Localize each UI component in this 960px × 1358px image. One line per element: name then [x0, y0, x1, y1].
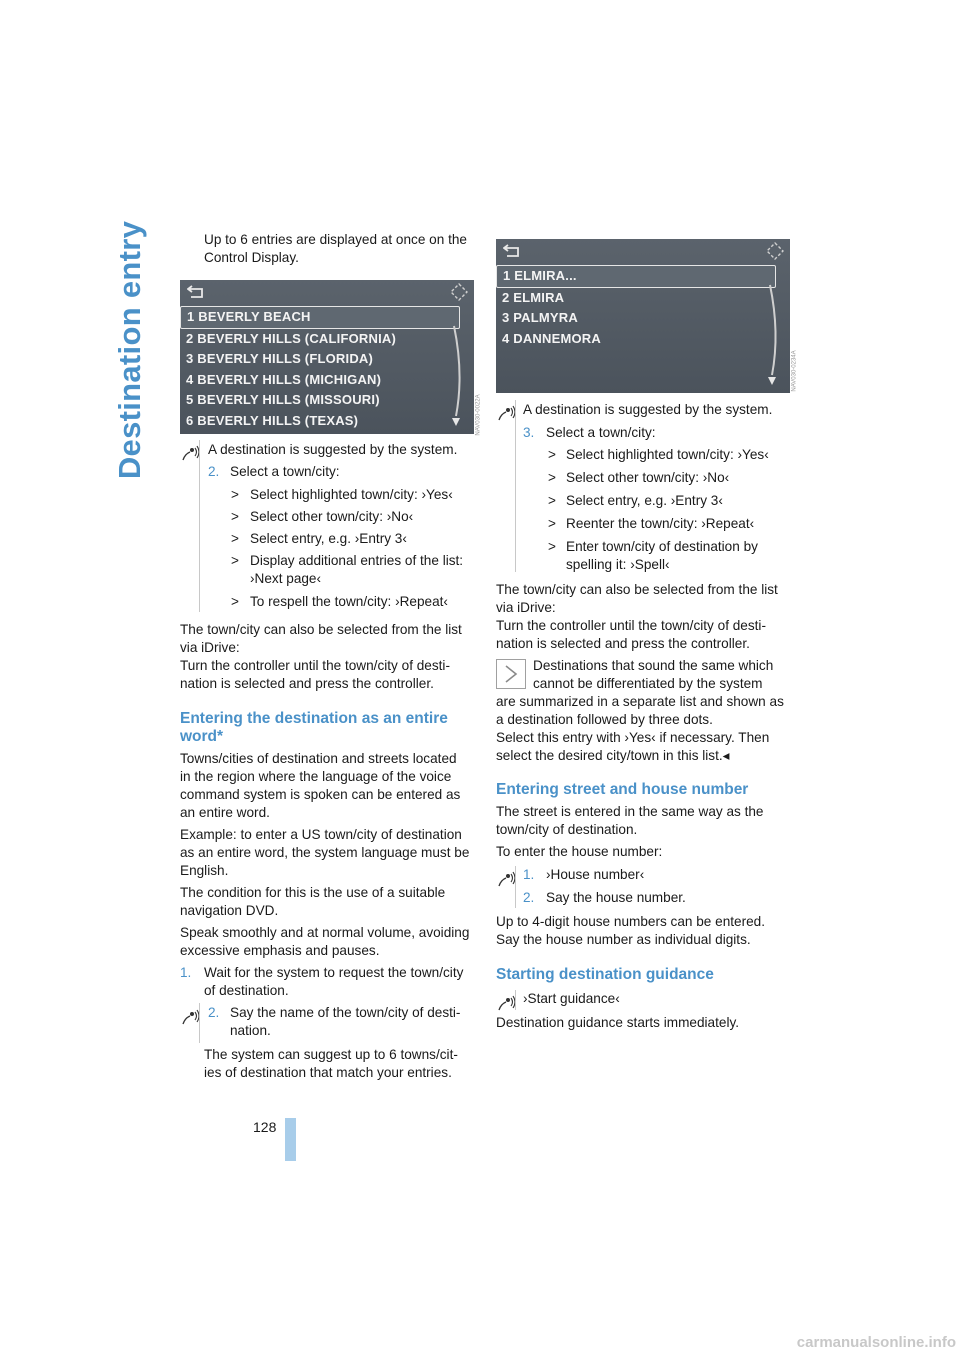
scrollbar-arc[interactable]	[768, 283, 782, 387]
idrive-paragraph-2	[496, 581, 796, 653]
text-line: The town/city can also be selected from the list	[180, 622, 462, 637]
text-line: via iDrive:	[496, 600, 556, 615]
entire-word-para-1	[180, 750, 480, 822]
screen-topbar	[496, 239, 790, 265]
text-line: command system is spoken can be entered as	[180, 787, 461, 802]
entire-word-para-2	[180, 826, 480, 880]
street-para	[496, 803, 796, 839]
entry-label: 6 BEVERLY HILLS (TEXAS)	[186, 412, 359, 428]
text-line: Up to 4-digit house numbers can be entered.	[496, 914, 766, 929]
suggest-paragraph	[204, 1046, 480, 1082]
text-line: an entire word.	[180, 805, 270, 820]
figure-code	[791, 344, 802, 392]
bullet-no	[231, 508, 477, 530]
list-entry-5[interactable]	[180, 390, 474, 411]
heading-entire-word	[180, 710, 480, 746]
bullet-marker: >	[548, 539, 556, 554]
step-text: Select a town/city:	[230, 464, 340, 479]
bullet-marker: >	[231, 594, 239, 609]
bullet-entry	[231, 530, 477, 552]
note-block-continued	[496, 693, 796, 765]
bullet-marker: >	[231, 531, 239, 546]
bullet-text: Select highlighted town/city: ›Yes‹	[566, 447, 769, 462]
text-line: in the region where the language of the voice	[180, 769, 452, 784]
list-entry-3[interactable]	[180, 349, 474, 370]
bullet-marker: >	[548, 493, 556, 508]
list-entry-6[interactable]	[180, 411, 474, 432]
bullet-continuation: spelling it: ›Spell‹	[566, 557, 670, 572]
text-line: English.	[180, 863, 229, 878]
list-entry-2[interactable]	[496, 288, 790, 309]
text-line: The town/city can also be selected from the list	[496, 582, 778, 597]
start-guidance-command	[523, 990, 793, 1008]
voice-bullet-list	[548, 446, 794, 578]
heading-start-guidance: Starting destination guidance	[496, 966, 714, 983]
bullet-next-page	[231, 552, 477, 593]
control-display-screen-2	[496, 239, 790, 393]
entry-label: 1 ELMIRA...	[503, 268, 577, 283]
page-tab-bar	[285, 1118, 296, 1161]
back-arrow-icon	[503, 244, 521, 258]
start-guidance-para	[496, 1014, 796, 1032]
text-line: nation is selected and press the controller.	[180, 676, 434, 691]
text-line: nation.	[230, 1023, 271, 1038]
text-line: select the desired city/town in this list.◂	[496, 748, 730, 763]
bullet-marker: >	[231, 553, 239, 568]
text-line: Say the house number as individual digits.	[496, 932, 751, 947]
controller-icon	[766, 242, 784, 260]
text-line: Select this entry with ›Yes‹ if necessary. Then	[496, 730, 770, 745]
text-line: Say the name of the town/city of desti-	[230, 1005, 461, 1020]
heading-line: Entering the destination as an entire	[180, 710, 448, 727]
text-line: To enter the house number:	[496, 844, 663, 859]
bullet-yes	[548, 446, 794, 469]
text-line: a destination followed by three dots.	[496, 712, 713, 727]
text-line: Turn the controller until the town/city of desti-	[496, 618, 766, 633]
figure-code	[475, 388, 486, 436]
bullet-text: Enter town/city of destination by	[566, 539, 758, 554]
text-line: Example: to enter a US town/city of destination	[180, 827, 462, 842]
note-arrow-icon	[496, 659, 526, 689]
entry-label: 1 BEVERLY BEACH	[187, 309, 311, 324]
voice-line-text: A destination is suggested by the system.	[208, 442, 458, 457]
voice-bullet-list	[231, 486, 477, 615]
step-number: 2.	[208, 464, 220, 479]
intro-line: Up to 6 entries are displayed at once on the Control Display.	[204, 232, 467, 265]
bullet-text: Select highlighted town/city: ›Yes‹	[250, 487, 453, 502]
list-entry-2[interactable]	[180, 329, 474, 350]
entire-word-step-2	[208, 1004, 480, 1038]
note-block	[533, 657, 793, 693]
heading-line: word*	[180, 728, 224, 745]
text-line: Towns/cities of destination and streets located	[180, 751, 457, 766]
section-title: Destination entry	[112, 220, 147, 480]
voice-suggest-line	[208, 441, 478, 459]
voice-line-text: A destination is suggested by the system.	[523, 402, 773, 417]
control-display-screen	[180, 280, 474, 434]
voice-block-rule	[199, 440, 200, 612]
bullet-text: Select entry, e.g. ›Entry 3‹	[566, 493, 723, 508]
intro-text	[204, 231, 479, 267]
idrive-paragraph	[180, 621, 480, 693]
figure-code-text: NAV030-0234A	[791, 350, 798, 392]
entry-label: 2 ELMIRA	[502, 289, 565, 305]
bullet-text: Reenter the town/city: ›Repeat‹	[566, 516, 755, 531]
text-line: via iDrive:	[180, 640, 240, 655]
bullet-text: Select other town/city: ›No‹	[250, 509, 414, 524]
text-line: The system can suggest up to 6 towns/cit-	[204, 1047, 458, 1062]
back-arrow-icon	[187, 285, 205, 299]
voice-block-rule	[515, 866, 516, 908]
step-text: Say the house number.	[546, 890, 686, 905]
entire-word-para-4	[180, 924, 480, 960]
text-line: navigation DVD.	[180, 903, 279, 918]
bullet-marker: >	[548, 516, 556, 531]
text-line: of destination.	[204, 983, 289, 998]
step-number: 2.	[523, 890, 535, 905]
command-text: ›Start guidance‹	[523, 991, 620, 1006]
list-entry-1[interactable]	[496, 265, 776, 288]
list-entry-4[interactable]	[180, 370, 474, 391]
heading-street-house: Entering street and house number	[496, 781, 749, 798]
bullet-marker: >	[548, 470, 556, 485]
voice-step-3	[523, 424, 793, 442]
entire-word-step-1	[180, 964, 480, 998]
house-number-intro	[496, 843, 796, 861]
text-line: Destinations that sound the same which	[533, 658, 774, 673]
step-text: ›House number‹	[546, 867, 645, 882]
bullet-spell	[548, 538, 794, 578]
bullet-text: Display additional entries of the list:	[250, 553, 464, 568]
step-number: 1.	[523, 867, 535, 882]
entire-word-para-3	[180, 884, 480, 920]
entry-label: 2 BEVERLY HILLS (CALIFORNIA)	[186, 330, 397, 346]
bullet-continuation: ›Next page‹	[250, 571, 322, 586]
text-line: The street is entered in the same way as the	[496, 804, 764, 819]
figure-code-text: NAV030-0022A	[475, 394, 482, 436]
section-title-vertical	[104, 220, 156, 480]
entry-label: 4 DANNEMORA	[502, 330, 601, 346]
house-number-para	[496, 913, 796, 949]
voice-block-rule	[515, 400, 516, 572]
entry-label: 5 BEVERLY HILLS (MISSOURI)	[186, 392, 380, 407]
list-entry-1[interactable]	[180, 306, 460, 329]
screen-topbar	[180, 280, 474, 306]
text-line: town/city of destination.	[496, 822, 638, 837]
bullet-text: To respell the town/city: ›Repeat‹	[250, 594, 448, 609]
text-line: ies of destination that match your entries.	[204, 1065, 452, 1080]
text-line: Turn the controller until the town/city of desti-	[180, 658, 450, 673]
text-line: are summarized in a separate list and shown as	[496, 694, 784, 709]
bullet-repeat	[231, 593, 477, 615]
step-number: 3.	[523, 425, 535, 440]
text-line: The condition for this is the use of a suitable	[180, 885, 446, 900]
step-number: 1.	[180, 965, 192, 980]
bullet-yes	[231, 486, 477, 508]
text-line: as an entire word, the system language must be	[180, 845, 470, 860]
step-text: Select a town/city:	[546, 425, 656, 440]
bullet-text: Select entry, e.g. ›Entry 3‹	[250, 531, 407, 546]
bullet-marker: >	[231, 509, 239, 524]
text-line: nation is selected and press the controller.	[496, 636, 750, 651]
entry-label: 3 PALMYRA	[502, 310, 578, 325]
bullet-marker: >	[231, 487, 239, 502]
bullet-text: Select other town/city: ›No‹	[566, 470, 730, 485]
watermark: carmanualsonline.info	[796, 1334, 956, 1351]
text-line: Destination guidance starts immediately.	[496, 1015, 740, 1030]
text-line: Wait for the system to request the town/city	[204, 965, 464, 980]
controller-icon	[450, 283, 468, 301]
scrollbar-arc[interactable]	[452, 324, 466, 428]
voice-block-rule	[199, 1003, 200, 1043]
voice-block-rule	[515, 990, 516, 1010]
text-line: Speak smoothly and at normal volume, avoiding	[180, 925, 470, 940]
house-step-1	[523, 866, 793, 884]
entry-label: 4 BEVERLY HILLS (MICHIGAN)	[186, 371, 382, 387]
page-number: 128	[253, 1119, 277, 1135]
house-step-2	[523, 889, 793, 907]
bullet-no	[548, 469, 794, 492]
bullet-repeat	[548, 515, 794, 538]
text-line: cannot be differentiated by the system	[533, 676, 763, 691]
voice-step-2	[208, 463, 478, 481]
entry-label: 3 BEVERLY HILLS (FLORIDA)	[186, 351, 374, 366]
step-number: 2.	[208, 1005, 220, 1020]
list-entry-4[interactable]	[496, 329, 790, 350]
list-entry-3[interactable]	[496, 308, 790, 329]
voice-suggest-line	[523, 401, 793, 419]
text-line: excessive emphasis and pauses.	[180, 943, 380, 958]
bullet-marker: >	[548, 447, 556, 462]
bullet-entry	[548, 492, 794, 515]
